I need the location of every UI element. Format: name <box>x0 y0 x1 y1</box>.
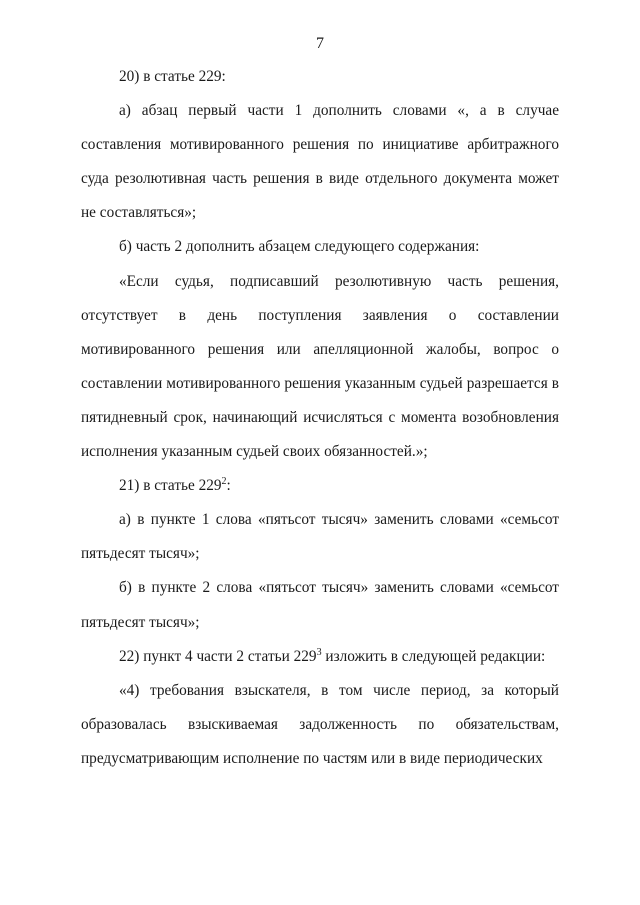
superscript: 3 <box>316 646 322 658</box>
paragraph-item-22: 22) пункт 4 части 2 статьи $229^3$ изложить в следующей редакции: <box>119 646 546 665</box>
paragraph-item-20: 20) в статье 229: <box>119 68 226 85</box>
page-number: 7 <box>316 35 324 52</box>
quoted-paragraph: «Если судья, подписавший резолютивную часть решения, отсутствует в день поступления заявления о составлении мотивированного решения или апелляционной жалобы, вопрос о составлении мотивированного решения указанным судьей разрешается в пятидневный срок, начинающий исчисляться с момента возобновления исполнения указанным судьей своих обязанностей.»; <box>81 272 559 461</box>
paragraph-sub-a: а) в пункте 1 слова «пятьсот тысяч» заменить словами «семьсот пятьдесят тысяч»; <box>81 511 559 563</box>
quoted-paragraph: «4) требования взыскателя, в том числе период, за который образовалась взыскиваемая задолженность по обязательствам, предусматривающим исполнение по частям или в виде периодических <box>81 681 559 767</box>
paragraph-item-21: 21) в статье $229^2$: <box>119 476 231 495</box>
document-body <box>81 60 559 776</box>
superscript: 2 <box>221 476 227 488</box>
paragraph-sub-a: а) абзац первый части 1 дополнить словами «, а в случае составления мотивированного решения по инициативе арбитражного суда резолютивная часть решения в виде отдельного документа может не составляться»; <box>81 102 559 222</box>
paragraph-sub-b: б) часть 2 дополнить абзацем следующего содержания: <box>119 238 480 256</box>
paragraph-sub-b: б) в пункте 2 слова «пятьсот тысяч» заменить словами «семьсот пятьдесят тысяч»; <box>81 579 559 631</box>
